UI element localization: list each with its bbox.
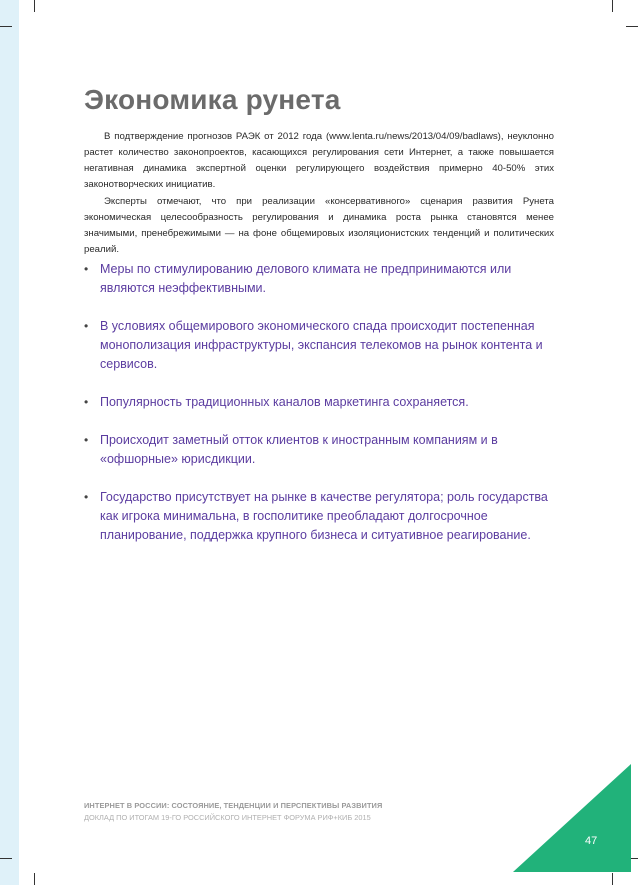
list-item — [84, 488, 564, 545]
crop-mark — [612, 873, 613, 885]
bullet-text: Меры по стимулированию делового климата не предпринимаются или являются неэффективными. — [100, 262, 512, 295]
intro-paragraph: В подтверждение прогнозов РАЭК от 2012 года (www.lenta.ru/news/2013/04/09/badlaws), неуклонно растет количество законопроектов, касающихся регулирования сети Интернет, а также повышается негативная динамика экспертной оценки регулирующего воздействия примерно 40-50% этих законотворческих инициатив. — [84, 131, 554, 190]
bullet-text: Происходит заметный отток клиентов к иностранным компаниям и в «офшорные» юрисдикции. — [100, 433, 498, 466]
crop-mark — [0, 858, 12, 859]
crop-mark — [34, 873, 35, 885]
bullet-text: В условиях общемирового экономического спада происходит постепенная монополизация инфраструктуры, экспансия телекомов на рынок контента и сервисов. — [100, 319, 543, 371]
crop-mark — [34, 0, 35, 12]
footer-report-title: ИНТЕРНЕТ В РОССИИ: СОСТОЯНИЕ, ТЕНДЕНЦИИ И ПЕРСПЕКТИВЫ РАЗВИТИЯ — [84, 801, 383, 810]
footer-report-subtitle: ДОКЛАД ПО ИТОГАМ 19-ГО РОССИЙСКОГО ИНТЕРНЕТ ФОРУМА РИФ+КИБ 2015 — [84, 813, 371, 822]
scenario-bullet-list — [84, 260, 564, 564]
bullet-icon: • — [84, 262, 89, 276]
list-item — [84, 431, 564, 469]
bullet-text: Популярность традиционных каналов маркетинга сохраняется. — [100, 395, 469, 409]
page-title: Экономика рунета — [84, 84, 341, 115]
bullet-icon: • — [84, 395, 89, 409]
bullet-icon: • — [84, 319, 89, 333]
corner-triangle — [513, 764, 631, 872]
bullet-text: Государство присутствует на рынке в качестве регулятора; роль государства как игрока минимальна, в госполитике преобладают долгосрочное планирование, поддержка крупного бизнеса и ситуативное реагирование. — [100, 490, 548, 542]
page-number: 47 — [585, 835, 598, 847]
list-item — [84, 393, 564, 412]
list-item — [84, 317, 564, 374]
crop-mark — [626, 26, 638, 27]
side-stripe — [0, 0, 19, 885]
bullet-icon: • — [84, 433, 89, 447]
experts-paragraph: Эксперты отмечают, что при реализации «консервативного» сценария развития Рунета экономическая целесообразность регулирования и динамика роста рынка становятся менее значимыми, пренебрежимыми — на фоне общемировых изоляционистских тенденций и политических реалий. — [84, 196, 554, 255]
list-item — [84, 260, 564, 298]
crop-mark — [612, 0, 613, 12]
bullet-icon: • — [84, 490, 89, 504]
crop-mark — [0, 26, 12, 27]
